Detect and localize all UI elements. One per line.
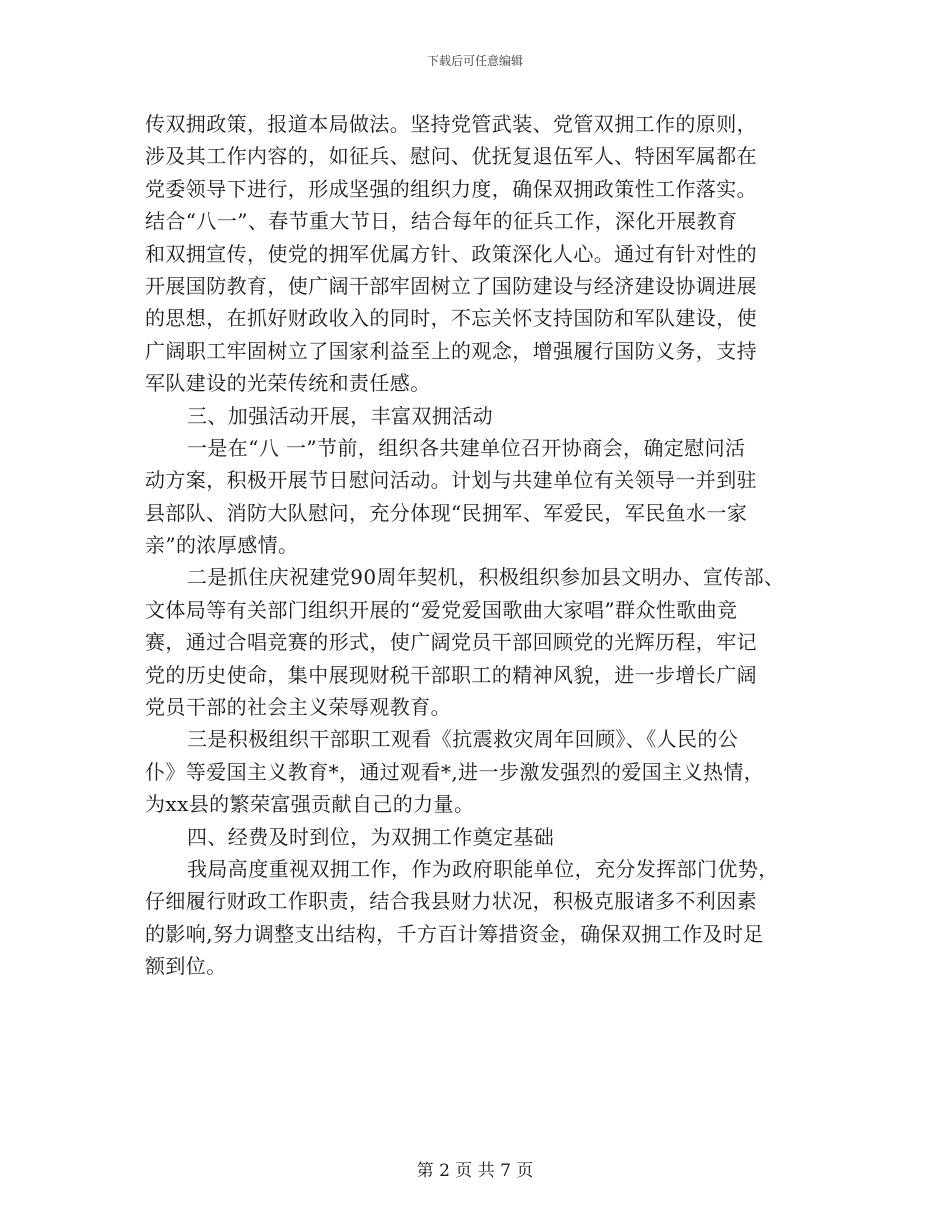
text-line: 赛，通过合唱竞赛的形式，使广阔党员干部回顾党的光辉历程，牢记	[145, 630, 757, 655]
section-heading: 三、加强活动开展，丰富双拥活动	[187, 403, 493, 428]
text-line: 传双拥政策，报道本局做法。坚持党管武装、党管双拥工作的原则，	[145, 112, 757, 136]
text-line: 动方案，积极开展节日慰问活动。计划与共建单位有关领导一并到驻	[145, 468, 757, 493]
text-line: 文体局等有关部门组织开展的“爱党爱国歌曲大家唱”群众性歌曲竞	[145, 597, 738, 622]
text-line: 结合“八一”、春节重大节日，结合每年的征兵工作，深化开展教育	[145, 209, 738, 234]
text-line: 开展国防教育，使广阔干部牢固树立了国防建设与经济建设协调进展	[145, 273, 757, 298]
text-line: 县部队、消防大队慰问，充分体现“民拥军、军爱民，军民鱼水一家	[145, 500, 748, 525]
document-body	[145, 108, 825, 983]
text-line: 额到位。	[145, 954, 227, 979]
text-line: 亲”的浓厚感情。	[145, 533, 299, 558]
section-heading: 四、经费及时到位，为双拥工作奠定基础	[187, 824, 555, 849]
text-line: 广阔职工牢固树立了国家利益至上的观念，增强履行国防义务，支持	[145, 338, 757, 363]
text-line: 二是抓住庆祝建党90周年契机，积极组织参加县文明办、宣传部、	[187, 565, 785, 590]
text-line: 党委领导下进行，形成坚强的组织力度，确保双拥政策性工作落实。	[145, 176, 757, 201]
page-header: 下载后可任意编辑	[426, 54, 523, 68]
text-line: 党员干部的社会主义荣辱观教育。	[145, 695, 451, 720]
text-line: 军队建设的光荣传统和责任感。	[145, 371, 431, 396]
text-line: 的思想，在抓好财政收入的同时，不忘关怀支持国防和军队建设，使	[145, 306, 757, 331]
text-line: 我局高度重视双拥工作，作为政府职能单位，充分发挥部门优势，	[187, 856, 779, 881]
text-line: 仆》等爱国主义教育*，通过观看*,进一步激发强烈的爱国主义热情，	[145, 759, 765, 784]
page-number: 第 2 页 共 7 页	[416, 1161, 534, 1181]
text-line: 和双拥宣传，使党的拥军优属方针、政策深化人心。通过有针对性的	[145, 241, 757, 266]
text-line: 的影响,努力调整支出结构，千方百计筹措资金，确保双拥工作及时足	[145, 921, 764, 946]
text-line: 仔细履行财政工作职责，结合我县财力状况，积极克服诸多不利因素	[145, 889, 757, 914]
text-line: 涉及其工作内容的，如征兵、慰问、优抚复退伍军人、特困军属都在	[145, 144, 757, 169]
text-line: 为xx县的繁荣富强贡献自己的力量。	[145, 792, 475, 817]
text-line: 一是在“八 一”节前，组织各共建单位召开协商会，确定慰问活	[187, 435, 746, 460]
text-line: 党的历史使命，集中展现财税干部职工的精神风貌，进一步增长广阔	[145, 662, 757, 687]
text-line: 三是积极组织干部职工观看《抗震救灾周年回顾》、《人民的公	[187, 727, 739, 752]
